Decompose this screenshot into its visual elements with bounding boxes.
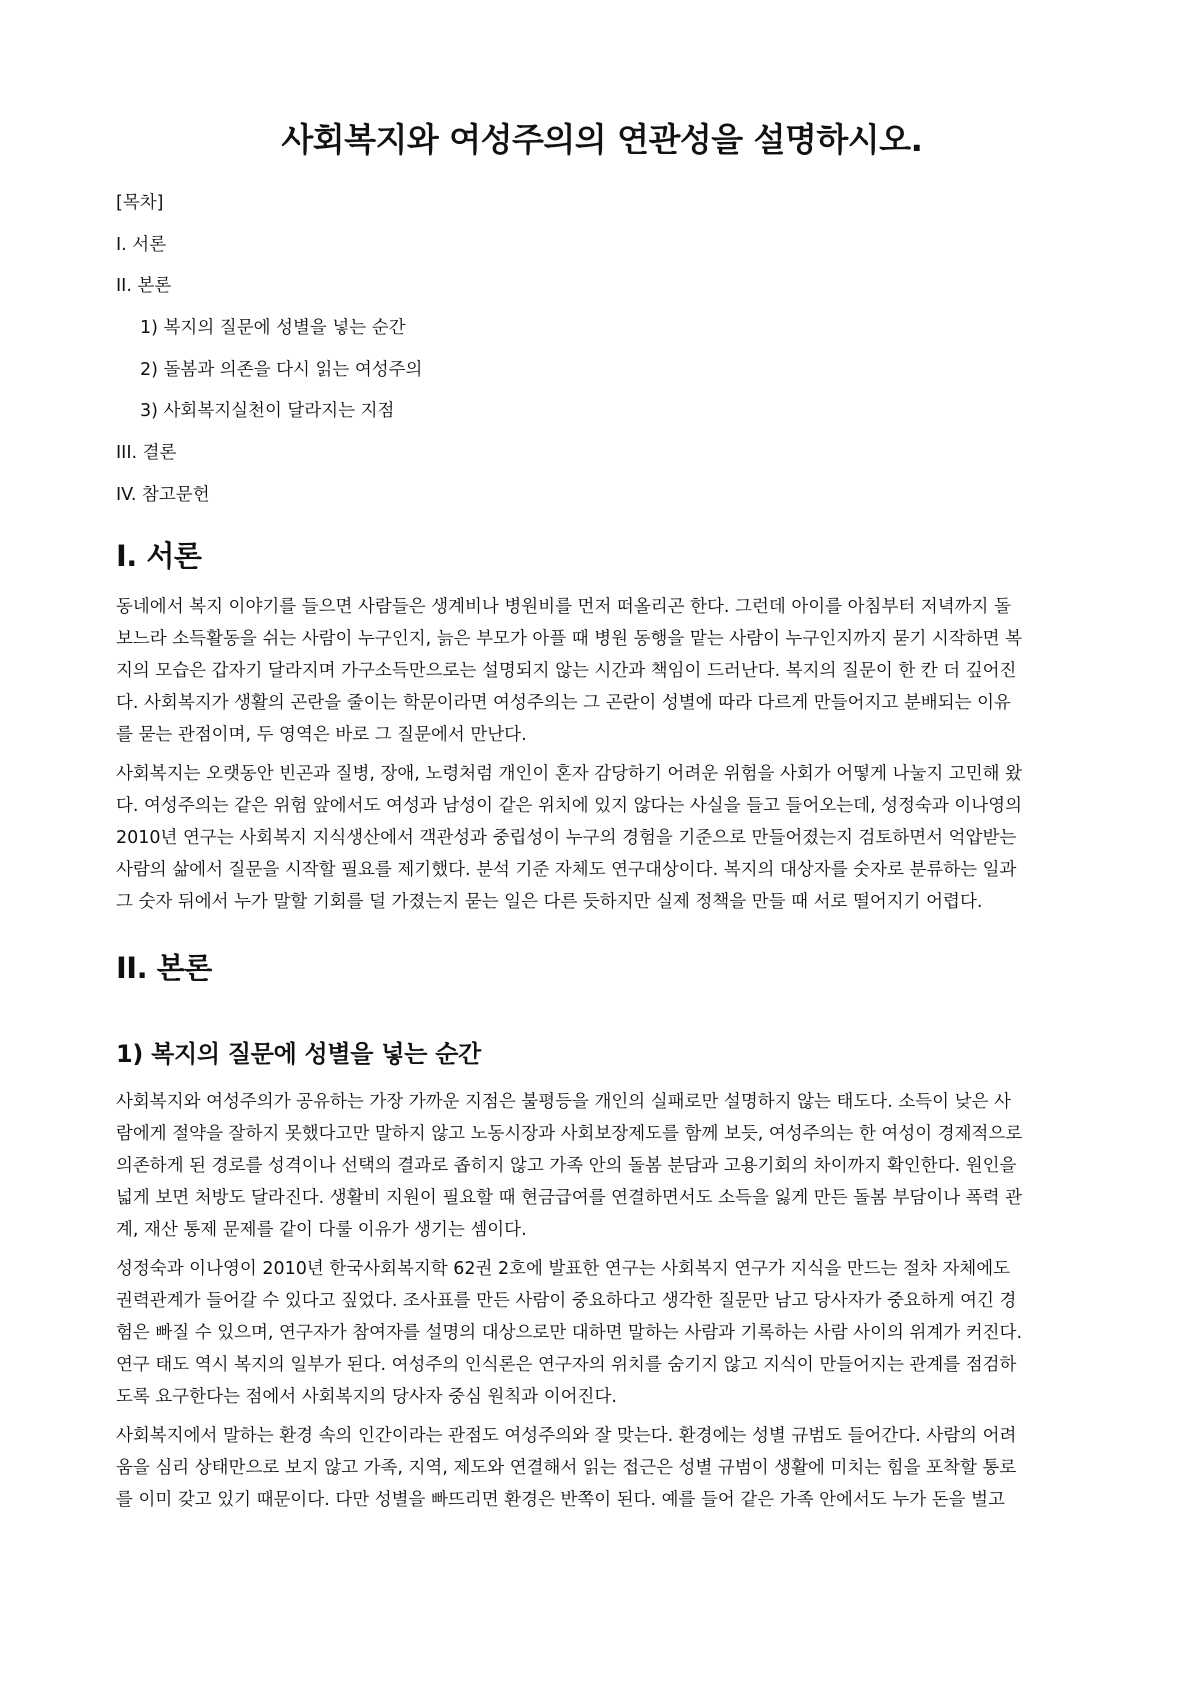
text-line: 넓게 보면 처방도 달라진다. 생활비 지원이 필요할 때 현금급여를 연결하면서도 소득을 잃게 만든 돌봄 부담이나 폭력 관 bbox=[116, 1187, 1023, 1208]
table-of-contents bbox=[116, 192, 1088, 506]
text-line: 그 숫자 뒤에서 누가 말할 기회를 덜 가졌는지 묻는 일은 다른 듯하지만 실제 정책을 만들 때 서로 떨어지기 어렵다. bbox=[116, 891, 983, 912]
text-line: 움을 심리 상태만으로 보지 않고 가족, 지역, 제도와 연결해서 읽는 접근은 성별 규범이 생활에 미치는 힘을 포착할 통로 bbox=[116, 1457, 1017, 1478]
text-line: 사회복지와 여성주의가 공유하는 가장 가까운 지점은 불평등을 개인의 실패로만 설명하지 않는 태도다. 소득이 낮은 사 bbox=[116, 1091, 1011, 1112]
document-title: 사회복지와 여성주의의 연관성을 설명하시오. bbox=[281, 120, 923, 159]
text-line: 를 묻는 관점이며, 두 영역은 바로 그 질문에서 만난다. bbox=[116, 724, 527, 745]
paragraph-gap bbox=[116, 1413, 1088, 1420]
body-paragraph-3 bbox=[116, 1420, 1088, 1516]
paragraph-gap bbox=[116, 751, 1088, 758]
text-line: 의존하게 된 경로를 성격이나 선택의 결과로 좁히지 않고 가족 안의 돌봄 분담과 고용기회의 차이까지 확인한다. 원인을 bbox=[116, 1155, 1017, 1176]
text-line: 도록 요구한다는 점에서 사회복지의 당사자 중심 원칙과 이어진다. bbox=[116, 1386, 617, 1407]
text-line: 다. 여성주의는 같은 위험 앞에서도 여성과 남성이 같은 위치에 있지 않다는 사실을 들고 들어오는데, 성정숙과 이나영의 bbox=[116, 795, 1023, 816]
text-line: 계, 재산 통제 문제를 같이 다룰 이유가 생기는 셈이다. bbox=[116, 1219, 527, 1240]
text-line: 동네에서 복지 이야기를 들으면 사람들은 생계비나 병원비를 먼저 떠올리곤 한다. 그런데 아이를 아침부터 저녁까지 돌 bbox=[116, 596, 1011, 617]
text-line: 사회복지에서 말하는 환경 속의 인간이라는 관점도 여성주의와 잘 맞는다. 환경에는 성별 규범도 들어간다. 사람의 어려 bbox=[116, 1425, 1017, 1446]
text-line: 사람의 삶에서 질문을 시작할 필요를 제기했다. 분석 기준 자체도 연구대상이다. 복지의 대상자를 숫자로 분류하는 일과 bbox=[116, 859, 1017, 880]
section-heading-body: II. 본론 bbox=[116, 950, 212, 985]
text-line: 사회복지는 오랫동안 빈곤과 질병, 장애, 노령처럼 개인이 혼자 감당하기 어려운 위험을 사회가 어떻게 나눌지 고민해 왔 bbox=[116, 763, 1023, 784]
paragraph-gap bbox=[116, 1246, 1088, 1253]
text-line: 지의 모습은 갑자기 달라지며 가구소득만으로는 설명되지 않는 시간과 책임이 드러난다. 복지의 질문이 한 칸 더 깊어진 bbox=[116, 660, 1017, 681]
toc-item-body-1: 1) 복지의 질문에 성별을 넣는 순간 bbox=[140, 318, 406, 339]
text-line: 를 이미 갖고 있기 때문이다. 다만 성별을 빠뜨리면 환경은 반쪽이 된다. 예를 들어 같은 가족 안에서도 누가 돈을 벌고 bbox=[116, 1489, 1005, 1510]
toc-item-conclusion: III. 결론 bbox=[116, 443, 177, 464]
section-gap bbox=[116, 918, 1088, 950]
intro-paragraph-2 bbox=[116, 758, 1088, 918]
text-line: 연구 태도 역시 복지의 일부가 된다. 여성주의 인식론은 연구자의 위치를 숨기지 않고 지식이 만들어지는 관계를 점검하 bbox=[116, 1354, 1017, 1375]
section-heading-intro: I. 서론 bbox=[116, 538, 202, 573]
text-line: 람에게 절약을 잘하지 못했다고만 말하지 않고 노동시장과 사회보장제도를 함께 보듯, 여성주의는 한 여성이 경제적으로 bbox=[116, 1123, 1023, 1144]
text-line: 다. 사회복지가 생활의 곤란을 줄이는 학문이라면 여성주의는 그 곤란이 성별에 따라 다르게 만들어지고 분배되는 이유 bbox=[116, 692, 1011, 713]
intro-paragraph-1 bbox=[116, 591, 1088, 751]
toc-item-references: IV. 참고문헌 bbox=[116, 484, 210, 505]
body-paragraph-2 bbox=[116, 1253, 1088, 1413]
body-paragraph-1 bbox=[116, 1086, 1088, 1246]
text-line: 권력관계가 들어갈 수 있다고 짚었다. 조사표를 만든 사람이 중요하다고 생각한 질문만 남고 당사자가 중요하게 여긴 경 bbox=[116, 1290, 1017, 1311]
subsection-heading-1: 1) 복지의 질문에 성별을 넣는 순간 bbox=[116, 1039, 481, 1068]
section-gap bbox=[116, 1003, 1088, 1038]
toc-item-body-2: 2) 돌봄과 의존을 다시 읽는 여성주의 bbox=[140, 359, 423, 380]
text-line: 2010년 연구는 사회복지 지식생산에서 객관성과 중립성이 누구의 경험을 기준으로 만들어졌는지 검토하면서 억압받는 bbox=[116, 827, 1017, 848]
text-line: 성정숙과 이나영이 2010년 한국사회복지학 62권 2호에 발표한 연구는 사회복지 연구가 지식을 만드는 절차 자체에도 bbox=[116, 1258, 1011, 1279]
toc-item-intro: I. 서론 bbox=[116, 234, 167, 255]
text-line: 험은 빠질 수 있으며, 연구자가 참여자를 설명의 대상으로만 대하면 말하는 사람과 기록하는 사람 사이의 위계가 커진다. bbox=[116, 1322, 1023, 1343]
text-line: 보느라 소득활동을 쉬는 사람이 누구인지, 늙은 부모가 아플 때 병원 동행을 맡는 사람이 누구인지까지 묻기 시작하면 복 bbox=[116, 628, 1023, 649]
toc-label: [목차] bbox=[116, 193, 164, 213]
toc-item-body: II. 본론 bbox=[116, 276, 172, 297]
toc-item-body-3: 3) 사회복지실천이 달라지는 지점 bbox=[140, 401, 395, 422]
